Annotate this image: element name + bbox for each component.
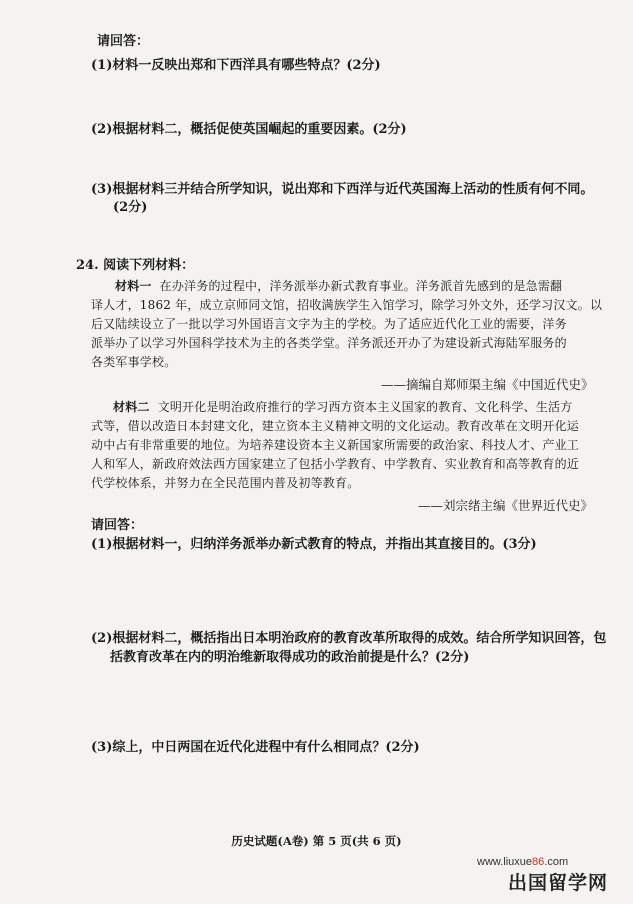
material2-source: ——刘宗绪主编《世界近代史》 bbox=[418, 498, 594, 513]
q23-sub1: (1)材料一反映出郑和下西洋具有哪些特点？(2分) bbox=[91, 58, 381, 73]
material1-line1 bbox=[115, 279, 562, 294]
material1-label: 材料一 bbox=[115, 279, 152, 293]
q23-sub3-line1: (3)根据材料三并结合所学知识，说出郑和下西洋与近代英国海上活动的性质有何不同。 bbox=[91, 182, 594, 197]
q23-prompt: 请回答： bbox=[97, 34, 150, 49]
material1-text: 在办洋务的过程中，洋务派举办新式教育事业。洋务派首先感到的是急需翻 bbox=[159, 279, 563, 293]
material1-source: ——摘编自郑师渠主编《中国近代史》 bbox=[381, 377, 594, 392]
material1-line2: 译人才，1862 年，成立京师同文馆，招收满族学生入馆学习，除学习外文外，还学习汉文。以 bbox=[91, 298, 603, 312]
watermark-logo: 出国留学网 bbox=[508, 872, 609, 894]
q23-sub3-line2: (2分) bbox=[113, 200, 148, 215]
material2-line1 bbox=[113, 400, 572, 415]
q24-sub3: (3)综上，中日两国在近代化进程中有什么相同点？(2分) bbox=[91, 740, 420, 755]
material1-line3: 后又陆续设立了一批以学习外国语言文字为主的学校。为了适应近代化工业的需要，洋务 bbox=[91, 317, 567, 331]
material2-line5: 代学校体系，并努力在全民范围内普及初等教育。 bbox=[91, 476, 360, 490]
q24-prompt: 请回答： bbox=[91, 518, 144, 533]
material1-line4: 派举办了以学习外国科学技术为主的各类学堂。洋务派还开办了为建设新式海陆军服务的 bbox=[91, 336, 567, 350]
watermark-url: www.liuxue86.com bbox=[477, 856, 569, 868]
q24-sub2-line1: (2)根据材料二，概括指出日本明治政府的教育改革所取得的成效。结合所学知识回答，包 bbox=[91, 631, 607, 646]
page-footer: 历史试题(A卷) 第 5 页(共 6 页) bbox=[231, 834, 402, 848]
material1-line5: 各类军事学校。 bbox=[91, 355, 177, 369]
material2-line4: 人和军人，新政府效法西方国家建立了包括小学教育、中学教育、实业教育和高等教育的近 bbox=[91, 457, 580, 471]
q24-title: 24. 阅读下列材料： bbox=[76, 258, 195, 273]
q24-sub1: (1)根据材料一，归纳洋务派举办新式教育的特点，并指出其直接目的。(3分) bbox=[91, 537, 537, 552]
q23-sub2: (2)根据材料二，概括促使英国崛起的重要因素。(2分) bbox=[91, 122, 407, 137]
material2-text: 文明开化是明治政府推行的学习西方资本主义国家的教育、文化科学、生活方 bbox=[157, 400, 573, 414]
material2-label: 材料二 bbox=[113, 400, 150, 414]
material2-line2: 式等，借以改造日本封建文化，建立资本主义精神文明的文化运动。教育改革在文明开化运 bbox=[91, 419, 580, 433]
q24-sub2-line2: 括教育改革在内的明治维新取得成功的政治前提是什么？(2分) bbox=[110, 650, 470, 665]
material2-line3: 动中占有非常重要的地位。为培养建设资本主义新国家所需要的政治家、科技人才、产业工 bbox=[91, 438, 580, 452]
